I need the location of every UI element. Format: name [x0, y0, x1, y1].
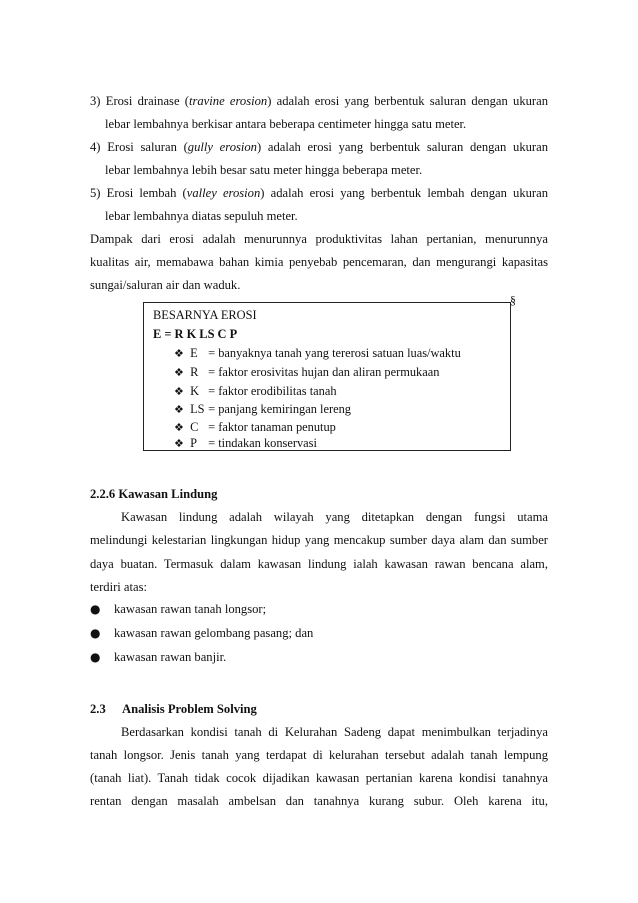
bullet-dot-icon: ●	[90, 602, 101, 616]
section-heading-2-3: 2.3 Analisis Problem Solving	[90, 702, 257, 716]
paragraph-line: Dampak dari erosi adalah menurunnya produktivitas lahan pertanian, menurunnya	[90, 232, 548, 246]
formula: E = R K LS C P	[153, 327, 238, 341]
diamond-bullet-icon: ❖	[174, 385, 184, 398]
paragraph-line: kualitas air, memabawa bahan kimia penyebab pencemaran, dan mengurangi kapasitas	[90, 255, 548, 269]
list-item-4: 4) Erosi saluran (gully erosion) adalah erosi yang berbentuk saluran dengan ukuran	[90, 140, 548, 154]
bullet-dot-icon: ●	[90, 650, 101, 664]
box-title: BESARNYA EROSI	[153, 308, 257, 322]
diamond-bullet-icon: ❖	[174, 403, 184, 416]
list-item-5: 5) Erosi lembah (valley erosion) adalah erosi yang berbentuk lembah dengan ukuran	[90, 186, 548, 200]
list-item-4-cont: lebar lembahnya lebih besar satu meter hingga beberapa meter.	[105, 163, 423, 177]
paragraph-line: Kawasan lindung adalah wilayah yang ditetapkan dengan fungsi utama	[121, 510, 548, 524]
formula-box	[143, 302, 511, 451]
diamond-bullet-icon: ❖	[174, 366, 184, 379]
bullet-dot-icon: ●	[90, 626, 101, 640]
list-item-3: 3) Erosi drainase (travine erosion) adalah erosi yang berbentuk saluran dengan ukuran	[90, 94, 549, 108]
paragraph-line: daya buatan. Termasuk dalam kawasan lindung ialah kawasan rawan bencana alam,	[90, 557, 548, 571]
bullet-item: ● kawasan rawan gelombang pasang; dan	[90, 626, 314, 640]
bullet-item: ● kawasan rawan tanah longsor;	[90, 602, 267, 616]
paragraph-line: Berdasarkan kondisi tanah di Kelurahan Sadeng dapat menimbulkan terjadinya	[121, 725, 548, 739]
section-mark: §	[510, 293, 516, 307]
paragraph-line: tanah longsor. Jenis tanah yang terdapat di kelurahan tersebut adalah tanah lempung	[90, 748, 548, 762]
diamond-bullet-icon: ❖	[174, 437, 184, 450]
paragraph-line: terdiri atas:	[90, 580, 147, 594]
box-list-item: ❖ K = faktor erodibilitas tanah	[174, 384, 337, 398]
paragraph-line: sungai/saluran air dan waduk.	[90, 278, 241, 292]
box-list-item: ❖ R = faktor erosivitas hujan dan aliran permukaan	[174, 365, 440, 379]
bullet-item: ● kawasan rawan banjir.	[90, 650, 227, 664]
box-list-item: ❖ LS = panjang kemiringan lereng	[174, 402, 352, 416]
box-list-item: ❖ P = tindakan konservasi	[174, 436, 317, 450]
list-item-3-cont: lebar lembahnya berkisar antara beberapa centimeter hingga satu meter.	[105, 117, 467, 131]
box-list-item: ❖ E = banyaknya tanah yang tererosi satuan luas/waktu	[174, 346, 461, 360]
box-list-item: ❖ C = faktor tanaman penutup	[174, 420, 336, 434]
paragraph-line: rentan dengan masalah ambelsan dan tanahnya kurang subur. Oleh karena itu,	[90, 794, 548, 808]
diamond-bullet-icon: ❖	[174, 347, 184, 360]
paragraph-line: (tanah liat). Tanah tidak cocok dijadikan kawasan pertanian karena kondisi tanahnya	[90, 771, 548, 785]
list-item-5-cont: lebar lembahnya diatas sepuluh meter.	[105, 209, 298, 223]
section-heading-2-2-6: 2.2.6 Kawasan Lindung	[90, 487, 218, 501]
paragraph-line: melindungi kelestarian lingkungan hidup yang mencakup sumber daya alam dan sumber	[90, 533, 548, 547]
diamond-bullet-icon: ❖	[174, 421, 184, 434]
